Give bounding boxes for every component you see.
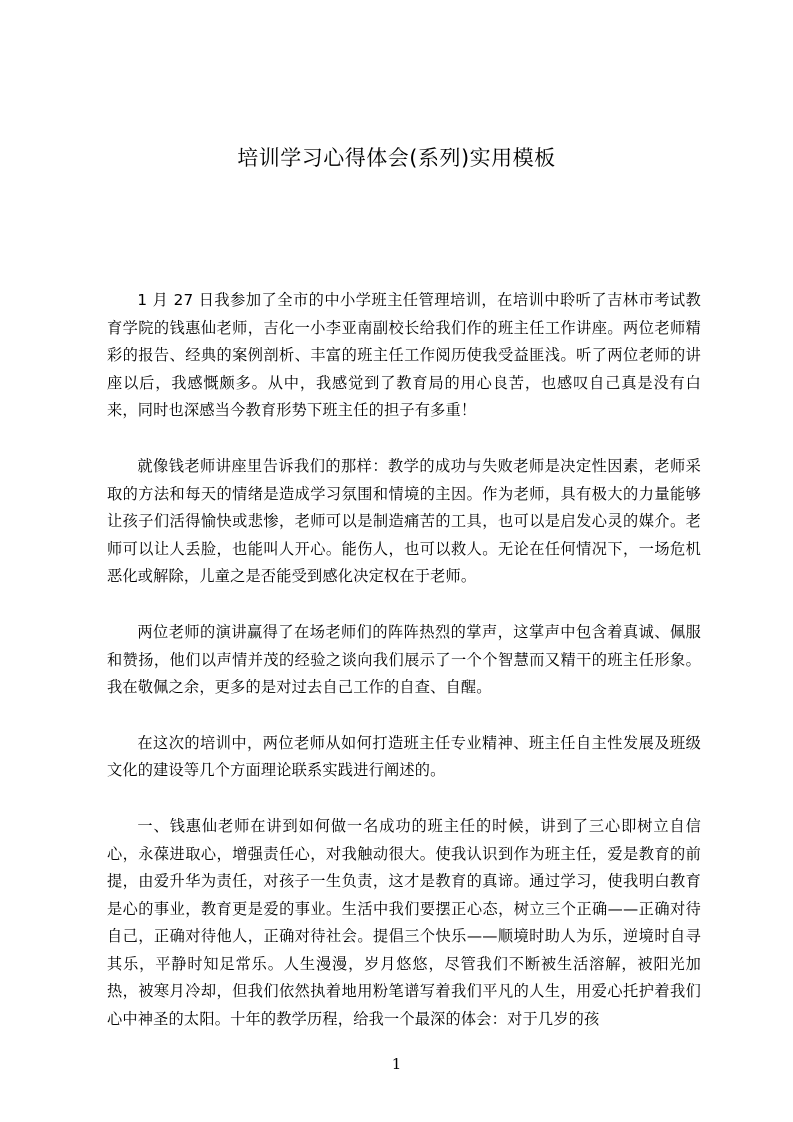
paragraph-teacher-influence: 就像钱老师讲座里告诉我们的那样：教学的成功与失败老师是决定性因素，老师采取的方法和每天的情绪是造成学习氛围和情境的主因。作为老师，具有极大的力量能够让孩子们活得愉快或悲惨，老师可以是制造痛苦的工具，也可以是启发心灵的媒介。老师可以让人丢脸，也能叫人开心。能伤人，也可以救人。无论在任何情况下，一场危机恶化或解除，儿童之是否能受到感化决定权在于老师。 <box>107 456 701 586</box>
document-body <box>107 287 701 1062</box>
paragraph-three-hearts: 一、钱惠仙老师在讲到如何做一名成功的班主任的时候，讲到了三心即树立自信心，永葆进取心，增强责任心，对我触动很大。使我认识到作为班主任，爱是教育的前提，由爱升华为责任，对孩子一生负责，这才是教育的真谛。通过学习，使我明白教育是心的事业，教育更是爱的事业。生活中我们要摆正心态，树立三个正确——正确对待自己，正确对待他人，正确对待社会。提倡三个快乐——顺境时助人为乐，逆境时自寻其乐，平静时知足常乐。人生漫漫，岁月悠悠，尽管我们不断被生活溶解，被阳光加热，被寒月冷却，但我们依然执着地用粉笔谱写着我们平凡的人生，用爱心托护着我们心中神圣的太阳。十年的教学历程，给我一个最深的体会：对于几岁的孩 <box>107 816 701 1029</box>
paragraph-training-intro: 1 月 27 日我参加了全市的中小学班主任管理培训，在培训中聆听了吉林市考试教育学院的钱惠仙老师，吉化一小李亚南副校长给我们作的班主任工作讲座。两位老师精彩的报告、经典的案例剖析、丰富的班主任工作阅历使我受益匪浅。听了两位老师的讲座以后，我感慨颇多。从中，我感觉到了教育局的用心良苦，也感叹自己真是没有白来，同时也深感当今教育形势下班主任的担子有多重！ <box>107 291 701 420</box>
paragraph-training-topics: 在这次的培训中，两位老师从如何打造班主任专业精神、班主任自主性发展及班级文化的建设等几个方面理论联系实践进行阐述的。 <box>107 733 701 780</box>
page-number: 1 <box>391 1055 402 1073</box>
document-title: 培训学习心得体会(系列)实用模板 <box>237 146 556 170</box>
paragraph-applause: 两位老师的演讲赢得了在场老师们的阵阵热烈的掌声，这掌声中包含着真诚、佩服和赞扬，他们以声情并茂的经验之谈向我们展示了一个个智慧而又精干的班主任形象。我在敬佩之余，更多的是对过去自己工作的自查、自醒。 <box>107 622 701 697</box>
